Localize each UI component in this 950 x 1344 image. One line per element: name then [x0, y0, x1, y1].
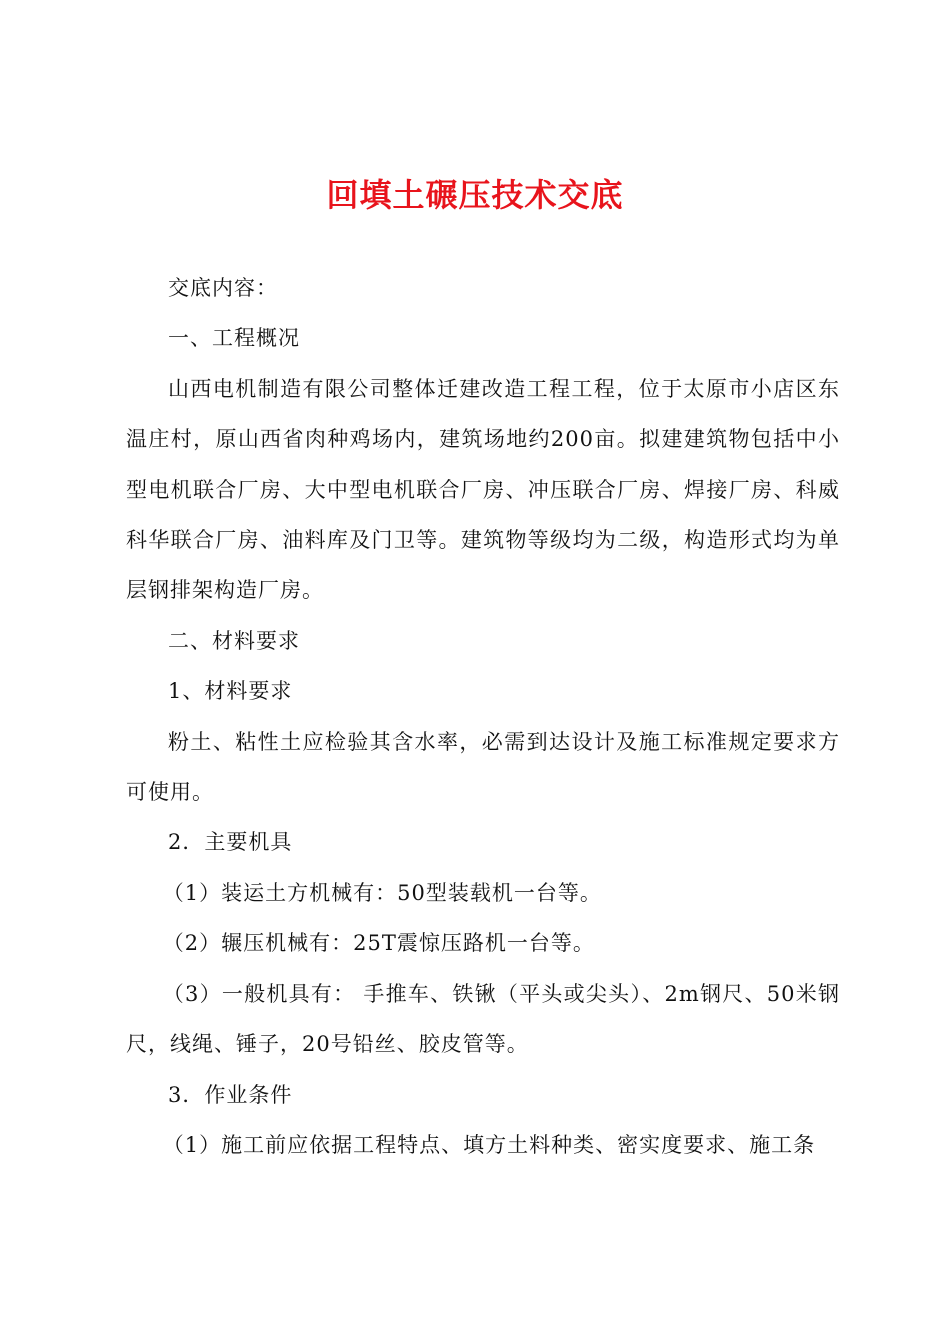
document-title: 回填土碾压技术交底 [326, 176, 624, 214]
list-item-pre-construction: （1）施工前应依据工程特点、填方土料种类、密实度要求、施工条 [162, 1132, 816, 1157]
list-item-general-tools: （3）一般机具有： 手推车、铁锹（平头或尖头）、2m钢尺、50米钢尺，线绳、锤子，20号铅丝、胶皮管等。 [126, 981, 840, 1057]
paragraph-soil-moisture: 粉土、粘性土应检验其含水率，必需到达设计及施工标准规定要求方可使用。 [126, 729, 840, 805]
subheading-main-equipment: 2．主要机具 [168, 830, 293, 855]
list-item-loading-machinery: （1）装运土方机械有：50型装载机一台等。 [162, 880, 602, 905]
subheading-working-conditions: 3．作业条件 [168, 1082, 293, 1107]
heading-project-overview: 一、工程概况 [168, 326, 300, 351]
subheading-material-requirements: 1、材料要求 [168, 679, 293, 704]
list-item-rolling-machinery: （2）辗压机械有：25T震惊压路机一台等。 [162, 931, 595, 956]
paragraph-project-description: 山西电机制造有限公司整体迁建改造工程工程，位于太原市小店区东温庄村，原山西省肉种鸡场内，建筑场地约200亩。拟建建筑物包括中小型电机联合厂房、大中型电机联合厂房、冲压联合厂房、焊接厂房、科威科华联合厂房、油料库及门卫等。建筑物等级均为二级，构造形式均为单层钢排架构造厂房。 [126, 376, 840, 603]
paragraph-disclosure-content: 交底内容： [168, 276, 278, 300]
document-body [126, 263, 840, 1170]
heading-material-requirements: 二、材料要求 [168, 628, 300, 653]
